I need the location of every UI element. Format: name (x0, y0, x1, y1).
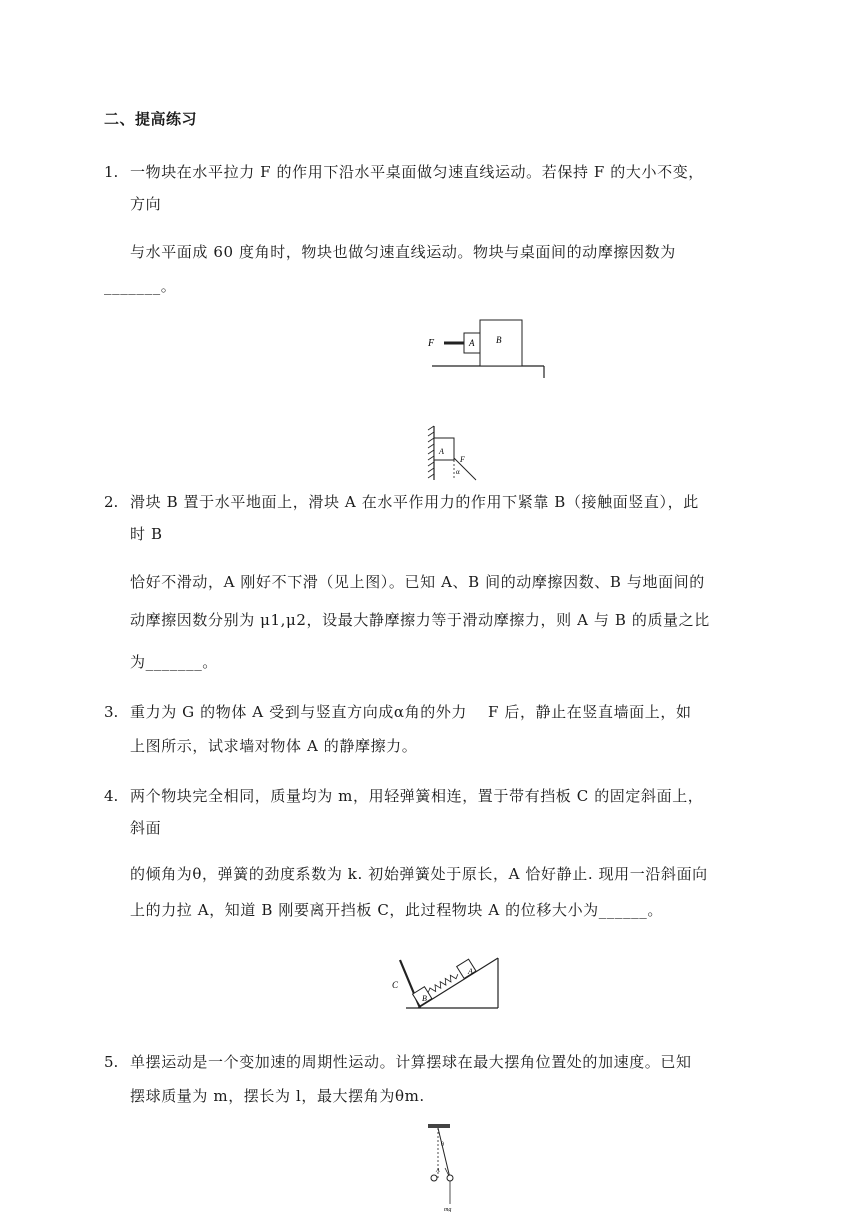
figure-2-wall-block (424, 424, 484, 482)
question-2-line-3: 恰好不滑动，A 刚好不下滑（见上图）。已知 A、B 间的动摩擦因数、B 与地面间的 (130, 573, 705, 591)
figure-1-label-b: B (496, 335, 502, 345)
question-1-line-1: 一物块在水平拉力 F 的作用下沿水平桌面做匀速直线运动。若保持 F 的大小不变， (130, 163, 704, 181)
figure-2-label-alpha: α (456, 468, 460, 476)
question-2-line-4: 动摩擦因数分别为 μ1,μ2，设最大静摩擦力等于滑动摩擦力，则 A 与 B 的质量之比 (130, 611, 710, 629)
question-5-number: 5. (104, 1053, 119, 1071)
question-4-line-4: 上的力拉 A，知道 B 刚要离开挡板 C，此过程物块 A 的位移大小为______。 (130, 901, 663, 919)
figure-4-pendulum (416, 1120, 466, 1212)
figure-1-label-f: F (428, 338, 435, 349)
figure-4-label-mg: mg (444, 1207, 452, 1212)
question-5-line-2: 摆球质量为 m，摆长为 l，最大摆角为θm. (130, 1087, 425, 1105)
figure-4-label-theta: θ (441, 1142, 444, 1148)
figure-2-label-a: A (439, 447, 444, 456)
question-2-line-2: 时 B (130, 525, 163, 543)
figure-2-label-f: F (460, 455, 465, 464)
figure-3-label-b: B (422, 994, 427, 1003)
question-3-line-2: 上图所示，试求墙对物体 A 的静摩擦力。 (130, 737, 418, 755)
question-3-number: 3. (104, 703, 119, 721)
question-1-line-4: _______。 (104, 277, 177, 295)
question-4-line-2: 斜面 (130, 819, 162, 837)
question-4-number: 4. (104, 787, 119, 805)
question-1-line-3: 与水平面成 60 度角时，物块也做匀速直线运动。物块与桌面间的动摩擦因数为 (130, 243, 676, 261)
figure-1-blocks (420, 312, 550, 382)
question-2-number: 2. (104, 493, 119, 511)
figure-3-label-a: A (468, 967, 473, 976)
question-1-line-2: 方向 (130, 195, 162, 213)
figure-3-label-c: C (392, 980, 399, 990)
question-3-line-1: 重力为 G 的物体 A 受到与竖直方向成α角的外力 F 后，静止在竖直墙面上，如 (130, 703, 692, 721)
question-5-line-1: 单摆运动是一个变加速的周期性运动。计算摆球在最大摆角位置处的加速度。已知 (130, 1053, 692, 1071)
question-1-number: 1. (104, 163, 119, 181)
question-4-line-1: 两个物块完全相同，质量均为 m，用轻弹簧相连，置于带有挡板 C 的固定斜面上， (130, 787, 704, 805)
figure-4-label-a: A (436, 1168, 440, 1174)
figure-3-incline (386, 952, 506, 1018)
question-4-line-3: 的倾角为θ，弹簧的劲度系数为 k. 初始弹簧处于原长，A 恰好静止. 现用一沿斜面向 (130, 865, 708, 883)
section-heading: 二、提高练习 (104, 110, 198, 128)
figure-1-label-a: A (469, 338, 475, 348)
question-2-line-1: 滑块 B 置于水平地面上，滑块 A 在水平作用力的作用下紧靠 B（接触面竖直），此 (130, 493, 699, 511)
question-2-line-5: 为_______。 (130, 653, 218, 671)
